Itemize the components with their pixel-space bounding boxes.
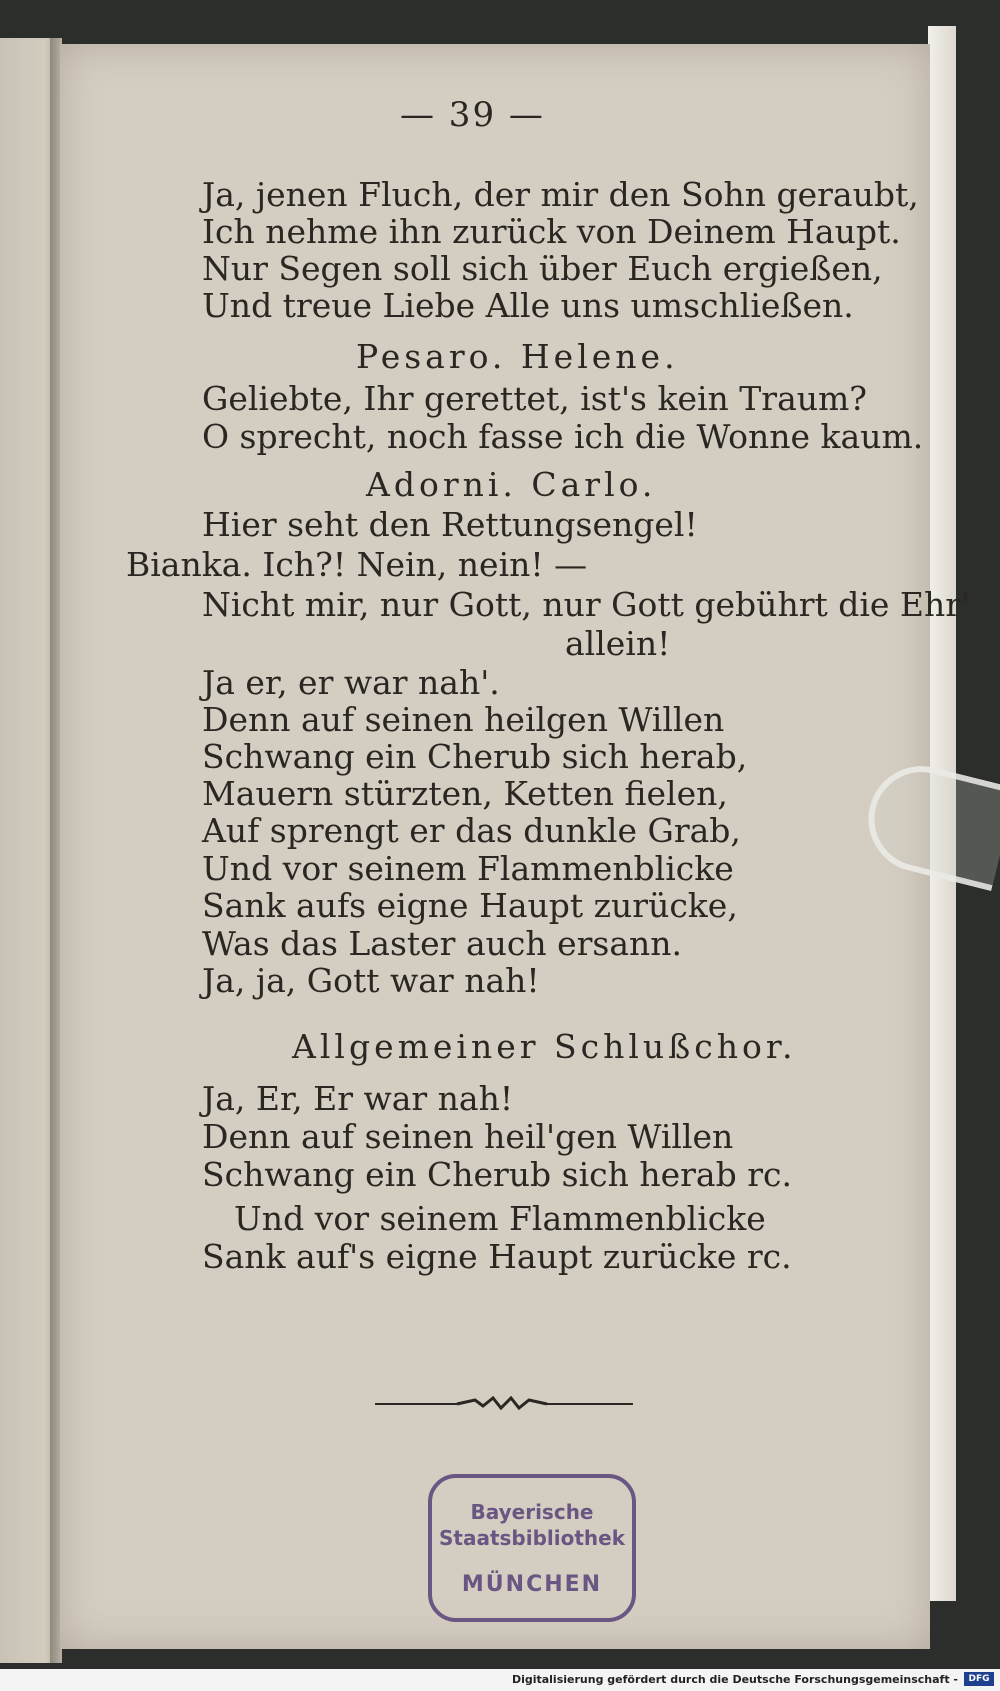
verse-line: Und vor seinem Flammenblicke <box>234 1199 766 1238</box>
verse-line: Denn auf seinen heilgen Willen <box>202 700 725 739</box>
ornament-divider <box>375 1394 633 1414</box>
dfg-logo: DFG <box>964 1672 994 1686</box>
verse-line-continuation: allein! <box>565 624 671 663</box>
verse-line: Und vor seinem Flammenblicke <box>202 849 734 888</box>
verse-line: Und treue Liebe Alle uns umschließen. <box>202 286 854 325</box>
verse-line: Mauern stürzten, Ketten fielen, <box>202 774 728 813</box>
funding-credit: Digitalisierung gefördert durch die Deutsche Forschungsgemeinschaft - <box>511 1673 958 1686</box>
verse-line: O sprecht, noch fasse ich die Wonne kaum. <box>202 417 924 456</box>
verse-line: Ja, Er, Er war nah! <box>202 1079 514 1118</box>
verse-line: Was das Laster auch ersann. <box>202 924 683 963</box>
verse-line: Hier seht den Rettungsengel! <box>202 505 698 544</box>
verse-line: Ja, jenen Fluch, der mir den Sohn geraubt, <box>202 175 919 214</box>
stamp-line: Bayerische <box>470 1500 594 1524</box>
verse-line: Geliebte, Ihr gerettet, ist's kein Traum? <box>202 379 867 418</box>
speaker-line: Bianka. Ich?! Nein, nein! — <box>126 545 588 584</box>
stamp-line: MÜNCHEN <box>461 1572 603 1597</box>
stamp-line: Staatsbibliothek <box>438 1526 626 1550</box>
page-number: — 39 — <box>400 95 545 135</box>
verse-line: Sank auf's eigne Haupt zurücke rc. <box>202 1237 792 1276</box>
verse-line: Denn auf seinen heil'gen Willen <box>202 1117 734 1156</box>
verse-line: Ja er, er war nah'. <box>202 663 500 702</box>
verse-line: Schwang ein Cherub sich herab rc. <box>202 1155 792 1194</box>
speaker-heading: Adorni. Carlo. <box>366 465 657 504</box>
verse-line: Ja, ja, Gott war nah! <box>202 961 540 1000</box>
library-stamp <box>428 1474 636 1622</box>
verse-line: Ich nehme ihn zurück von Deinem Haupt. <box>202 212 901 251</box>
verse-line: Nur Segen soll sich über Euch ergießen, <box>202 249 883 288</box>
chorus-heading: Allgemeiner Schlußchor. <box>292 1027 797 1066</box>
verse-line: Sank aufs eigne Haupt zurücke, <box>202 886 738 925</box>
verse-line: Auf sprengt er das dunkle Grab, <box>202 811 741 850</box>
verse-line: Nicht mir, nur Gott, nur Gott gebührt die Ehr' <box>202 585 971 624</box>
previous-page-edge <box>0 38 56 1663</box>
speaker-heading: Pesaro. Helene. <box>356 337 679 376</box>
verse-line: Schwang ein Cherub sich herab, <box>202 737 748 776</box>
